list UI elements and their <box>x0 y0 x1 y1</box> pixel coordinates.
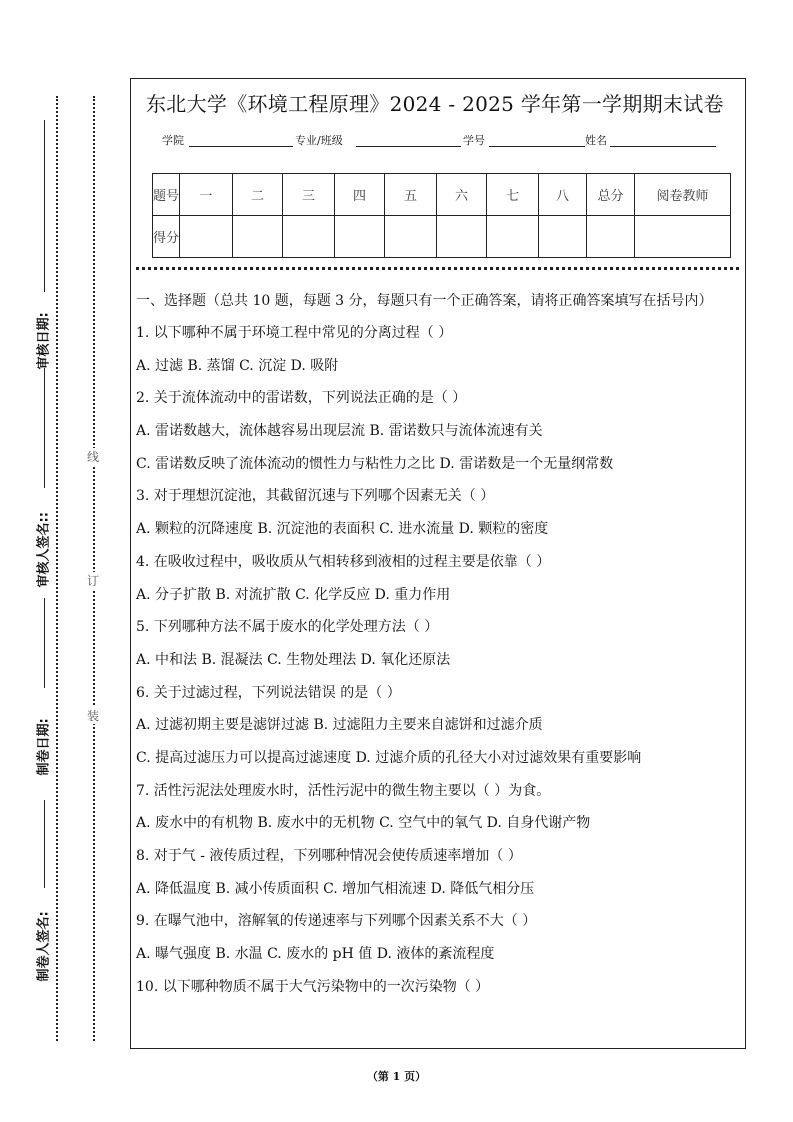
review-date-label: 审核日期: <box>36 312 52 370</box>
header-cell: 五 <box>385 174 437 216</box>
question-stem: 3. 对于理想沉淀池，其截留沉速与下列哪个因素无关（ ） <box>136 488 495 505</box>
college-label: 学院 <box>162 134 184 147</box>
score-cell[interactable] <box>283 216 335 258</box>
question-number-row <box>153 174 731 216</box>
score-label-cell: 得分 <box>153 216 180 258</box>
score-table <box>152 173 731 258</box>
score-row <box>153 216 731 258</box>
setter-date-label: 制卷日期: <box>36 718 52 776</box>
name-label: 姓名 <box>585 134 607 147</box>
header-cell: 二 <box>233 174 283 216</box>
name-field[interactable] <box>610 146 716 147</box>
score-cell[interactable] <box>539 216 587 258</box>
question-stem: 4. 在吸收过程中，吸收质从气相转移到液相的过程主要是依靠（ ） <box>136 553 551 570</box>
question-stem: 5. 下列哪种方法不属于废水的化学处理方法（ ） <box>136 619 439 636</box>
score-cell[interactable] <box>335 216 385 258</box>
setter-signature-field[interactable] <box>44 800 45 888</box>
questions-section <box>136 290 736 1008</box>
header-cell: 六 <box>437 174 487 216</box>
question-stem: 1. 以下哪种不属于环境工程中常见的分离过程（ ） <box>136 325 453 341</box>
setter-date-field[interactable] <box>44 598 45 688</box>
score-cell[interactable] <box>487 216 539 258</box>
major-class-label: 专业/班级 <box>295 134 343 147</box>
question-options: A. 中和法 B. 混凝法 C. 生物处理法 D. 氧化还原法 <box>136 651 451 668</box>
question-stem: 6. 关于过滤过程，下列说法错误 的是（ ） <box>136 684 401 701</box>
score-cell[interactable] <box>385 216 437 258</box>
student-id-field[interactable] <box>489 146 585 147</box>
page-title: 东北大学《环境工程原理》2024 - 2025 学年第一学期期末试卷 <box>146 92 724 116</box>
college-field[interactable] <box>189 146 293 147</box>
question-stem: 2. 关于流体流动中的雷诺数，下列说法正确的是（ ） <box>136 390 467 407</box>
student-id-label: 学号 <box>463 134 485 147</box>
score-cell[interactable] <box>233 216 283 258</box>
binding-mark-bind: 装 <box>86 709 99 723</box>
binding-line <box>93 96 95 1041</box>
score-cell[interactable] <box>635 216 731 258</box>
reviewer-signature-label: 审核人签名:: <box>36 512 52 588</box>
review-date-field[interactable] <box>44 120 45 292</box>
dotted-margin-line <box>56 96 58 1041</box>
score-cell[interactable] <box>587 216 635 258</box>
header-cell: 题号 <box>153 174 180 216</box>
section-divider <box>136 267 739 270</box>
question-options: C. 提高过滤压力可以提高过滤速度 D. 过滤介质的孔径大小对过滤效果有重要影响 <box>136 749 642 766</box>
major-class-field[interactable] <box>356 146 461 147</box>
score-cell[interactable] <box>437 216 487 258</box>
header-cell: 三 <box>283 174 335 216</box>
question-options: A. 降低温度 B. 减小传质面积 C. 增加气相流速 D. 降低气相分压 <box>136 880 535 897</box>
question-options: A. 过滤初期主要是滤饼过滤 B. 过滤阻力主要来自滤饼和过滤介质 <box>136 717 543 734</box>
header-cell: 阅卷教师 <box>635 174 731 216</box>
question-options: A. 颗粒的沉降速度 B. 沉淀池的表面积 C. 进水流量 D. 颗粒的密度 <box>136 521 549 538</box>
question-options: A. 废水中的有机物 B. 废水中的无机物 C. 空气中的氧气 D. 自身代谢产物 <box>136 815 591 832</box>
header-cell: 总分 <box>587 174 635 216</box>
score-cell[interactable] <box>180 216 233 258</box>
header-cell: 四 <box>335 174 385 216</box>
question-options: A. 过滤 B. 蒸馏 C. 沉淀 D. 吸附 <box>136 357 339 374</box>
reviewer-signature-field[interactable] <box>44 368 45 488</box>
question-options: A. 雷诺数越大，流体越容易出现层流 B. 雷诺数只与流体流速有关 <box>136 423 543 440</box>
question-options: A. 曝气强度 B. 水温 C. 废水的 pH 值 D. 液体的紊流程度 <box>136 946 495 963</box>
header-cell: 七 <box>487 174 539 216</box>
question-stem: 10. 以下哪种物质不属于大气污染物中的一次污染物（ ） <box>136 978 490 995</box>
page-number: （第 1 页） <box>366 1070 427 1083</box>
question-options: A. 分子扩散 B. 对流扩散 C. 化学反应 D. 重力作用 <box>136 586 451 603</box>
question-stem: 8. 对于气 - 液传质过程，下列哪种情况会使传质速率增加（ ） <box>136 848 522 864</box>
binding-mark-line: 线 <box>86 450 99 464</box>
question-stem: 9. 在曝气池中，溶解氧的传递速率与下列哪个因素关系不大（ ） <box>136 913 537 930</box>
setter-signature-label: 制卷人签名: <box>36 911 52 982</box>
header-cell: 一 <box>180 174 233 216</box>
header-cell: 八 <box>539 174 587 216</box>
section-heading: 一、选择题（总共 10 题，每题 3 分，每题只有一个正确答案，请将正确答案填写在括号内） <box>136 293 713 309</box>
question-options: C. 雷诺数反映了流体流动的惯性力与粘性力之比 D. 雷诺数是一个无量纲常数 <box>136 455 614 472</box>
binding-mark-staple: 订 <box>86 574 99 588</box>
question-stem: 7. 活性污泥法处理废水时，活性污泥中的微生物主要以（ ）为食。 <box>136 782 551 799</box>
